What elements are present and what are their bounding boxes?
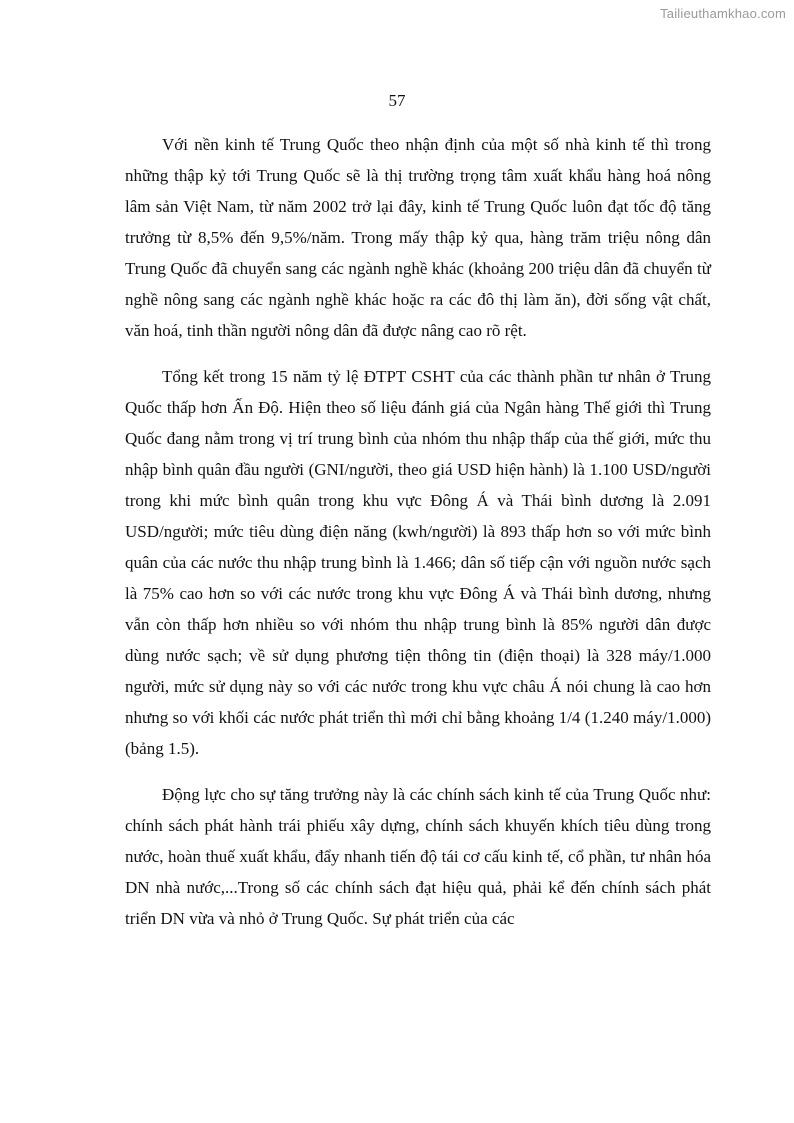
paragraph-3: Động lực cho sự tăng trưởng này là các chính sách kinh tế của Trung Quốc như: chính sách phát hành trái phiếu xây dựng, chính sách khuyến khích tiêu dùng trong nước, hoàn thuế xuất khẩu, đẩy nhanh tiến độ tái cơ cấu kinh tế, cổ phần, tư nhân hóa DN nhà nước,...Trong số các chính sách đạt hiệu quả, phải kể đến chính sách phát triển DN vừa và nhỏ ở Trung Quốc. Sự phát triển của các xyxy=(125,785,711,928)
page-number: 57 xyxy=(388,91,406,110)
paragraph-2: Tổng kết trong 15 năm tỷ lệ ĐTPT CSHT của các thành phần tư nhân ở Trung Quốc thấp hơn Ấn Độ. Hiện theo số liệu đánh giá của Ngân hàng Thế giới thì Trung Quốc đang nằm trong vị trí trung bình của nhóm thu nhập thấp của thế giới, mức thu nhập bình quân đầu người (GNI/người, theo giá USD hiện hành) là 1.100 USD/người trong khi mức bình quân trong khu vực Đông Á và Thái bình dương là 2.091 USD/người; mức tiêu dùng điện năng (kwh/người) là 893 thấp hơn so với mức bình quân của các nước thu nhập trung bình là 1.466; dân số tiếp cận với nguồn nước sạch là 75% cao hơn so với các nước trong khu vực Đông Á và Thái bình dương, nhưng vẫn còn thấp hơn nhiều so với nhóm thu nhập trung bình là 85% người dân được dùng nước sạch; về sử dụng phương tiện thông tin (điện thoại) là 328 máy/1.000 người, mức sử dụng này so với các nước trong khu vực châu Á nói chung là cao hơn nhưng so với khối các nước phát triển thì mới chỉ bằng khoảng 1/4 (1.240 máy/1.000) (bảng 1.5). xyxy=(125,367,711,758)
document-body xyxy=(125,129,711,949)
paragraph-1: Với nền kinh tế Trung Quốc theo nhận định của một số nhà kinh tế thì trong những thập kỷ tới Trung Quốc sẽ là thị trường trọng tâm xuất khẩu hàng hoá nông lâm sản Việt Nam, từ năm 2002 trở lại đây, kinh tế Trung Quốc luôn đạt tốc độ tăng trưởng từ 8,5% đến 9,5%/năm. Trong mấy thập kỷ qua, hàng trăm triệu nông dân Trung Quốc đã chuyển sang các ngành nghề khác (khoảng 200 triệu dân đã chuyển từ nghề nông sang các ngành nghề khác hoặc ra các đô thị làm ăn), đời sống vật chất, văn hoá, tinh thần người nông dân đã được nâng cao rõ rệt. xyxy=(125,135,711,340)
watermark: Tailieuthamkhao.com xyxy=(660,6,786,21)
